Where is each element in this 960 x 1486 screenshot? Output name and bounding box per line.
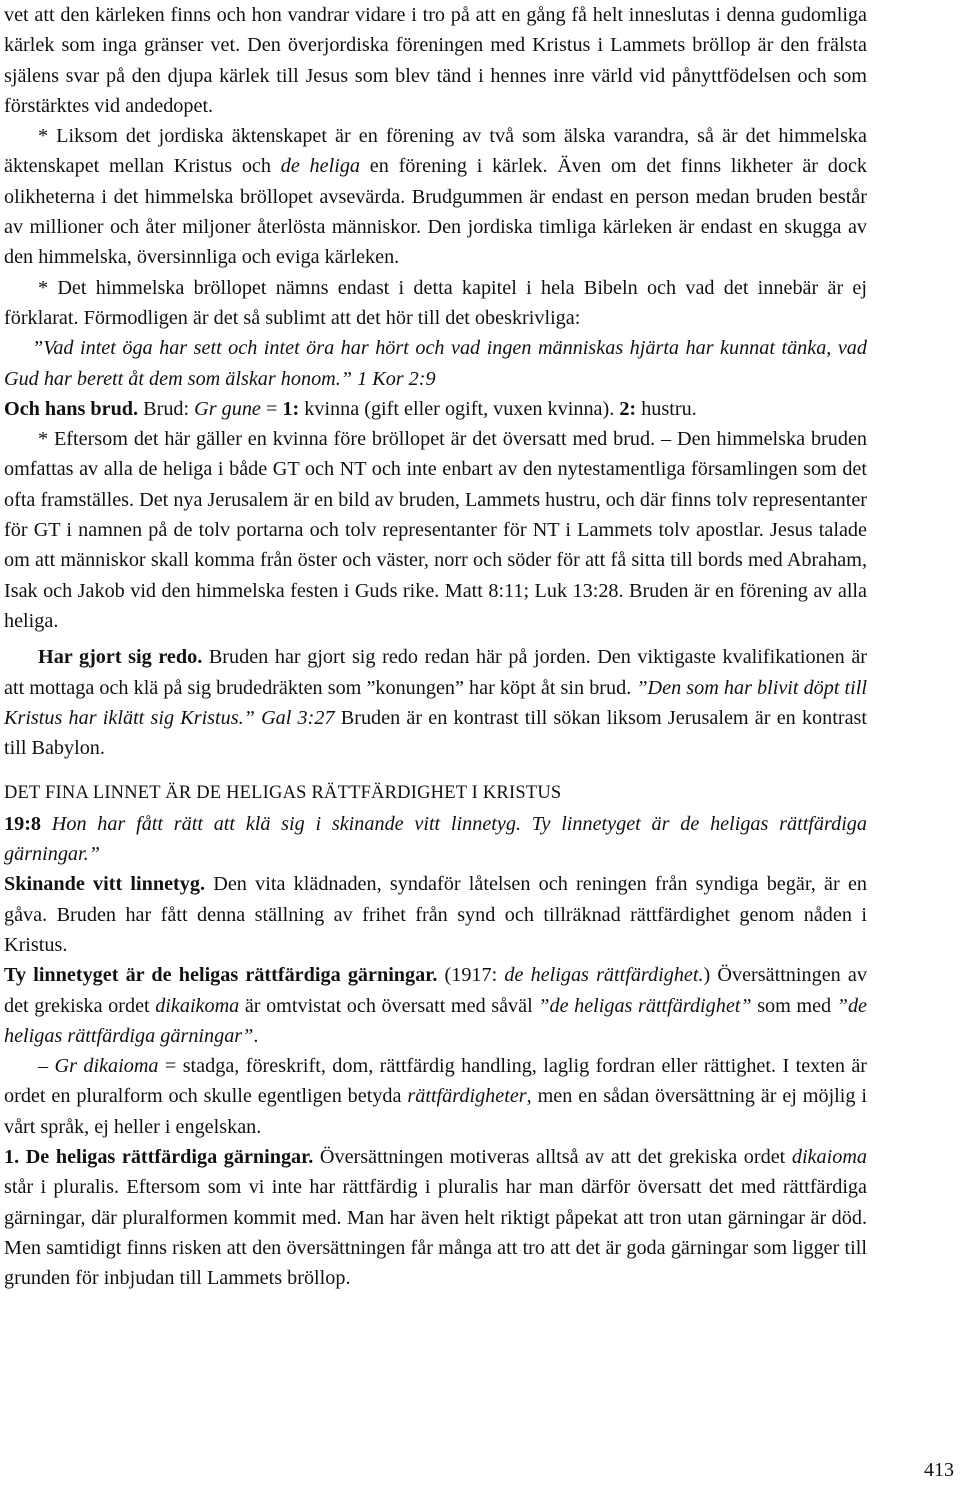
text-run: Gr gune: [194, 397, 261, 420]
quote-1-kor: [4, 333, 867, 394]
text-run: Brud:: [138, 397, 195, 420]
text-run: –: [38, 1055, 55, 1078]
text-run: 1. De heligas rättfärdiga gärningar.: [4, 1145, 314, 1168]
text-run: som med: [751, 994, 837, 1017]
text-run: Bruden är en kontrast till sökan liksom Jerusalem är en kontrast till Babylon.: [4, 706, 867, 760]
text-run: DET FINA LINNET ÄR DE HELIGAS RÄTTFÄRDIGHET I KRISTUS: [4, 783, 562, 804]
text-run: en förening i kärlek. Även om det finns likheter är dock olikheterna i det himmelska bröllopet avsevärda. Brudgummen är endast en person medan bruden består av millioner och åter miljoner återlösta människor. Den jordiska timliga kärleken är endast en skugga av den himmelska, översinnliga och eviga kärleken.: [4, 155, 868, 269]
text-run: hustru.: [636, 397, 697, 420]
text-run: =: [260, 397, 283, 420]
text-run: Översättningen motiveras alltså av att det grekiska ordet: [313, 1145, 792, 1168]
text-run: står i pluralis. Eftersom som vi inte har rättfärdig i pluralis har man därför översatt det med rättfärdiga gärningar, där pluralformen kommit med. Man har även helt riktigt påpekat att tron utan gärningar är död. Men samtidigt finns risken att den översättningen får många att tro att det är goda gärningar som ligger till grunden för inbjudan till Lammets bröllop.: [4, 1176, 867, 1290]
text-run: 19:8: [4, 812, 42, 835]
text-run: de heliga: [280, 155, 361, 178]
paragraph-skinande-vitt: [4, 869, 867, 960]
text-run: (1917:: [437, 964, 505, 987]
text-run: dikaikoma: [155, 994, 240, 1017]
paragraph-och-hans-brud: [4, 394, 867, 424]
text-run: Gr dikaioma: [54, 1055, 159, 1078]
text-run: .: [253, 1024, 259, 1047]
paragraph-ty-linnetyget: [4, 960, 867, 1051]
text-run: * Det himmelska bröllopet nämns endast i detta kapitel i hela Bibeln och vad det innebär är ej förklarat. Förmodligen är det så sublimt att det hör till det obeskrivliga:: [4, 276, 867, 329]
paragraph-har-gjort-sig-redo: [4, 642, 867, 763]
text-run: ”Vad intet öga har sett och intet öra har hört och vad ingen människas hjärta har kunnat tänka, vad Gud har berett åt dem som älskar honom.” 1 Kor 2:9: [4, 337, 867, 390]
text-run: Den vita klädnaden, syndaför låtelsen och reningen från syndiga begär, är en gåva. Bruden har fått denna ställning av frihet från synd och tillräknad rättfärdighet genom nåden i Kristus.: [4, 873, 867, 956]
text-run: Och hans brud.: [4, 397, 139, 420]
text-run: [41, 813, 52, 835]
text-run: Ty linnetyget är de heligas rättfärdiga gärningar.: [4, 964, 438, 987]
text-run: 2:: [619, 397, 637, 420]
text-run: ”de heligas rättfärdiga gärningar”: [4, 994, 867, 1047]
text-run: , men en sådan översättning är ej möjlig i vårt språk, ej heller i engelskan.: [4, 1085, 867, 1138]
page-number: 413: [924, 1459, 954, 1481]
paragraph-earthly-marriage: [4, 121, 867, 272]
text-run: de heligas rättfärdighet.: [504, 964, 704, 987]
text-run: Hon har fått rätt att klä sig i skinande vitt linnetyg. Ty linnetyget är de heligas rättfärdiga gärningar.”: [4, 812, 867, 866]
text-run: Har gjort sig redo.: [38, 646, 203, 669]
text-run: = stadga, föreskrift, dom, rättfärdig handling, laglig fordran eller rättighet. I texten är ordet en pluralform och skulle egentligen betyda: [4, 1055, 868, 1108]
text-run: Bruden har gjort sig redo redan här på jorden. Den viktigaste kvalifikationen är att mottaga och klä på sig brudedräkten som ”konungen” har köpt åt sin brud.: [4, 646, 868, 699]
text-run: ”de heligas rättfärdighet”: [538, 994, 752, 1017]
paragraph-dikaioma: [4, 1051, 867, 1142]
text-run: ) Översättningen av det grekiska ordet: [4, 964, 867, 1017]
text-run: kvinna (gift eller ogift, vuxen kvinna).: [299, 397, 620, 420]
text-run: Skinande vitt linnetyg.: [4, 873, 206, 896]
text-run: är omtvistat och översatt med såväl: [239, 994, 539, 1017]
paragraph-heavenly-wedding: [4, 273, 867, 334]
verse-19-8: [4, 809, 867, 870]
paragraph-intro: [4, 0, 867, 121]
text-run: rättfärdigheter: [407, 1085, 527, 1108]
text-run: * Eftersom det här gäller en kvinna före bröllopet är det översatt med brud. – Den himmelska bruden omfattas av alla de heliga i både GT och NT och inte enbart av den nytestamentliga församlingen som det ofta framställes. Det nya Jerusalem är en bild av bruden, Lammets hustru, och där finns tolv representanter för GT i namnen på de tolv portarna och tolv representanter för NT i Lammets tolv apostlar. Jesus talade om att människor skall komma från öster och väster, norr och söder för att få sitta till bords med Abraham, Isak och Jakob vid den himmelska festen i Guds rike. Matt 8:11; Luk 13:28. Bruden är en förening av alla heliga.: [4, 428, 867, 632]
text-run: * Liksom det jordiska äktenskapet är en förening av två som älska varandra, så är det himmelska äktenskapet mellan Kristus och: [4, 125, 867, 178]
text-run: ”Den som har blivit döpt till Kristus har iklätt sig Kristus.” Gal 3:27: [4, 676, 867, 729]
text-run: 1:: [282, 397, 300, 420]
document-page: [4, 0, 867, 1293]
text-run: vet att den kärleken finns och hon vandrar vidare i tro på att en gång få helt inneslutas i denna gudomliga kärlek som inga gränser vet. Den överjordiska föreningen med Kristus i Lammets bröllop är den frälsta själens svar på den djupa kärlek till Jesus som blev tänd i hennes inre värld vid pånyttfödelsen och som förstärktes vid andedopet.: [4, 4, 867, 117]
paragraph-point-1: [4, 1142, 867, 1293]
paragraph-bride: [4, 424, 867, 636]
section-heading: [4, 778, 867, 808]
text-run: dikaioma: [791, 1145, 867, 1168]
